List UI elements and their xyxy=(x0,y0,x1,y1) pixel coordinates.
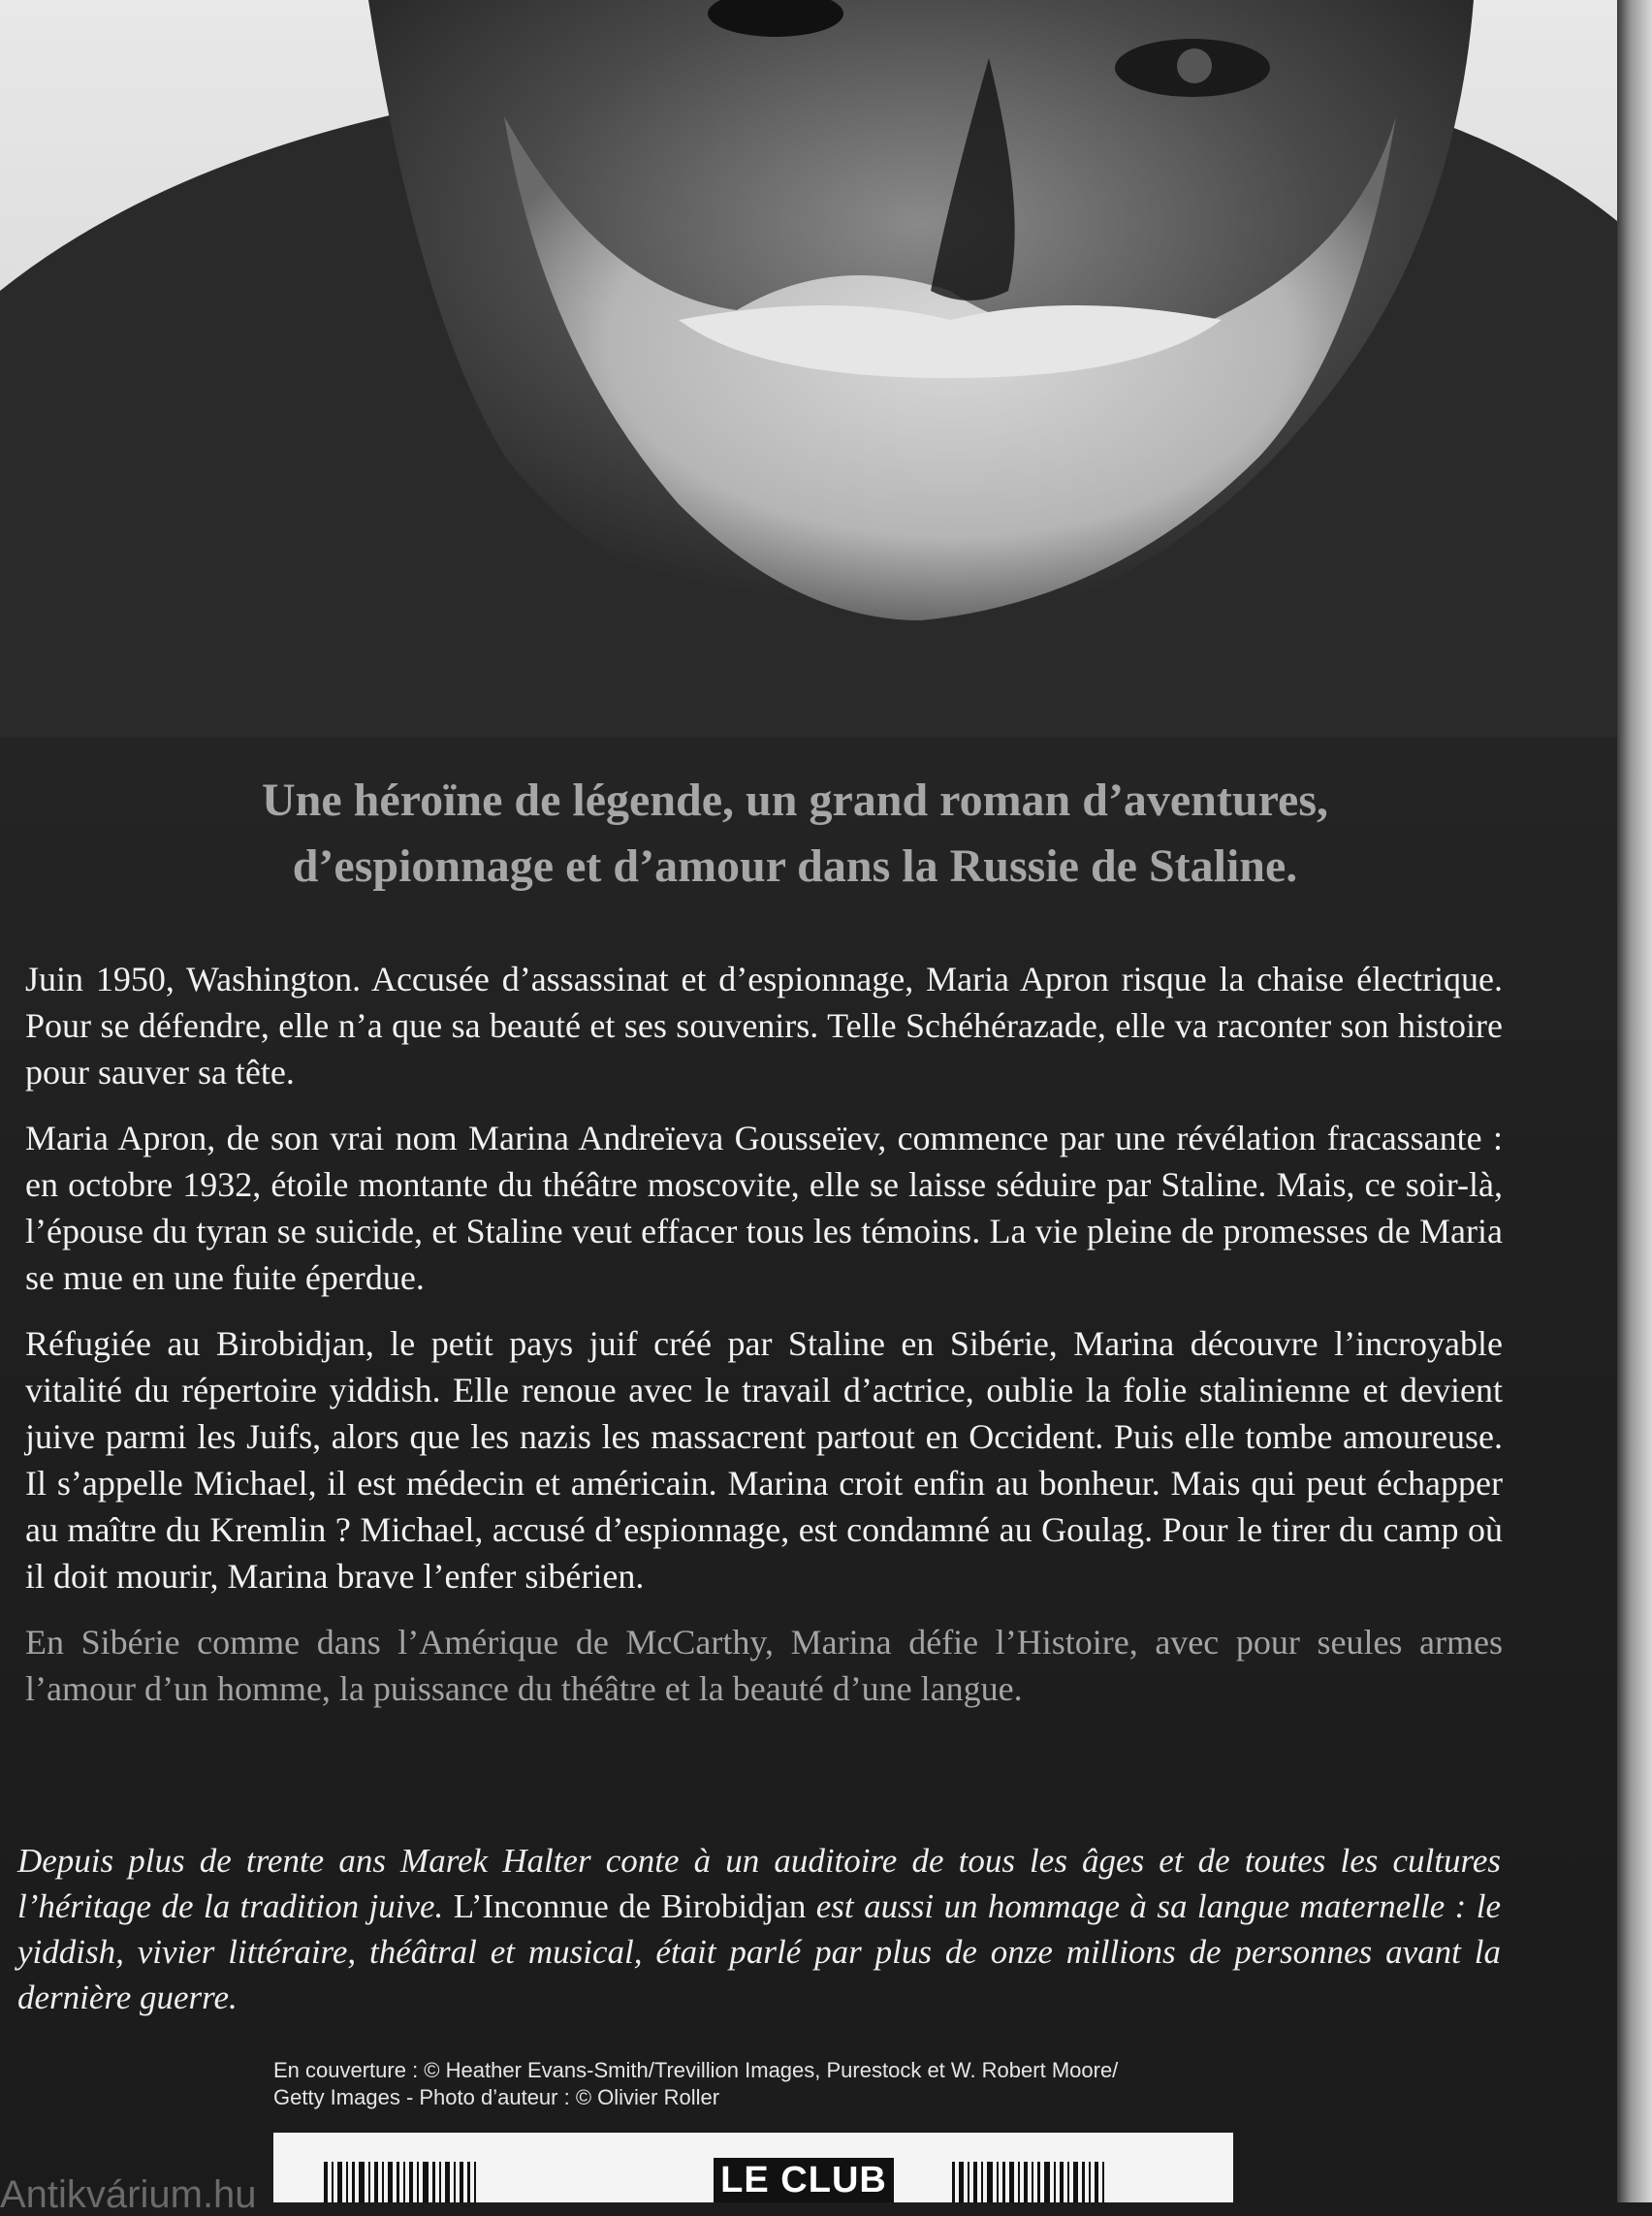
bio-text-2: est aussi un hommage à sa langue maternelle : le yiddish, vivier littéraire, théâtral et musical, était parlé par plus de onze millions de personnes avant la dernière guerre. xyxy=(17,1887,1501,2016)
summary-paragraph-1: Juin 1950, Washington. Accusée d’assassinat et d’espionnage, Maria Apron risque la chaise électrique. Pour se défendre, elle n’a que sa beauté et ses souvenirs. Telle Schéhérazade, elle va raconter son histoire pour sauver sa tête. xyxy=(25,960,1503,1092)
le-club-label: LE CLUB xyxy=(714,2158,894,2202)
watermark: Antikvárium.hu xyxy=(0,2173,257,2216)
summary-paragraph-2: Maria Apron, de son vrai nom Marina Andreïeva Gousseïev, commence par une révélation fracassante : en octobre 1932, étoile montante du théâtre moscovite, elle se laisse séduire par Staline. Mais, ce soir-là, l’épouse du tyran se suicide, et Staline veut effacer tous les témoins. La vie pleine de promesses de Maria se mue en une fuite éperdue. xyxy=(25,1119,1503,1297)
author-portrait-illustration xyxy=(0,0,1652,776)
summary-text xyxy=(25,956,1503,1731)
credits-line-1: En couverture : © Heather Evans-Smith/Trevillion Images, Purestock et W. Robert Moore/ xyxy=(273,2058,1119,2082)
author-photo xyxy=(0,0,1652,776)
bio-text-1: Depuis plus de trente ans Marek Halter conte à un auditoire de tous les âges et de toutes les cultures l’héritage de la tradition juive. xyxy=(17,1842,1501,1925)
tagline xyxy=(116,768,1474,900)
tagline-line-1: Une héroïne de légende, un grand roman d’aventures, xyxy=(261,775,1329,826)
credits-line-2: Getty Images - Photo d’auteur : © Olivier Roller xyxy=(273,2085,720,2109)
photo-credits xyxy=(273,2057,1243,2111)
closing-paragraph: En Sibérie comme dans l’Amérique de McCarthy, Marina défie l’Histoire, avec pour seules armes l’amour d’un homme, la puissance du théâtre et la beauté d’une langue. xyxy=(25,1623,1503,1708)
barcode-area xyxy=(273,2133,1233,2202)
book-title: L’Inconnue de Birobidjan xyxy=(453,1887,807,1925)
author-bio xyxy=(17,1838,1501,2020)
tagline-line-2: d’espionnage et d’amour dans la Russie de Staline. xyxy=(292,840,1298,892)
summary-paragraph-3: Réfugiée au Birobidjan, le petit pays juif créé par Staline en Sibérie, Marina découvre l’incroyable vitalité du répertoire yiddish. Elle renoue avec le travail d’actrice, oublie la folie stalinienne et devient juive parmi les Juifs, alors que les nazis les massacrent partout en Occident. Puis elle tombe amoureuse. Il s’appelle Michael, il est médecin et américain. Marina croit enfin au bonheur. Mais qui peut échapper au maître du Kremlin ? Michael, accusé d’espionnage, est condamné au Goulag. Pour le tirer du camp où il doit mourir, Marina brave l’enfer sibérien. xyxy=(25,1324,1503,1596)
book-page-edge xyxy=(1617,0,1652,2202)
barcode-right xyxy=(952,2162,1108,2202)
barcode-left xyxy=(324,2162,480,2202)
